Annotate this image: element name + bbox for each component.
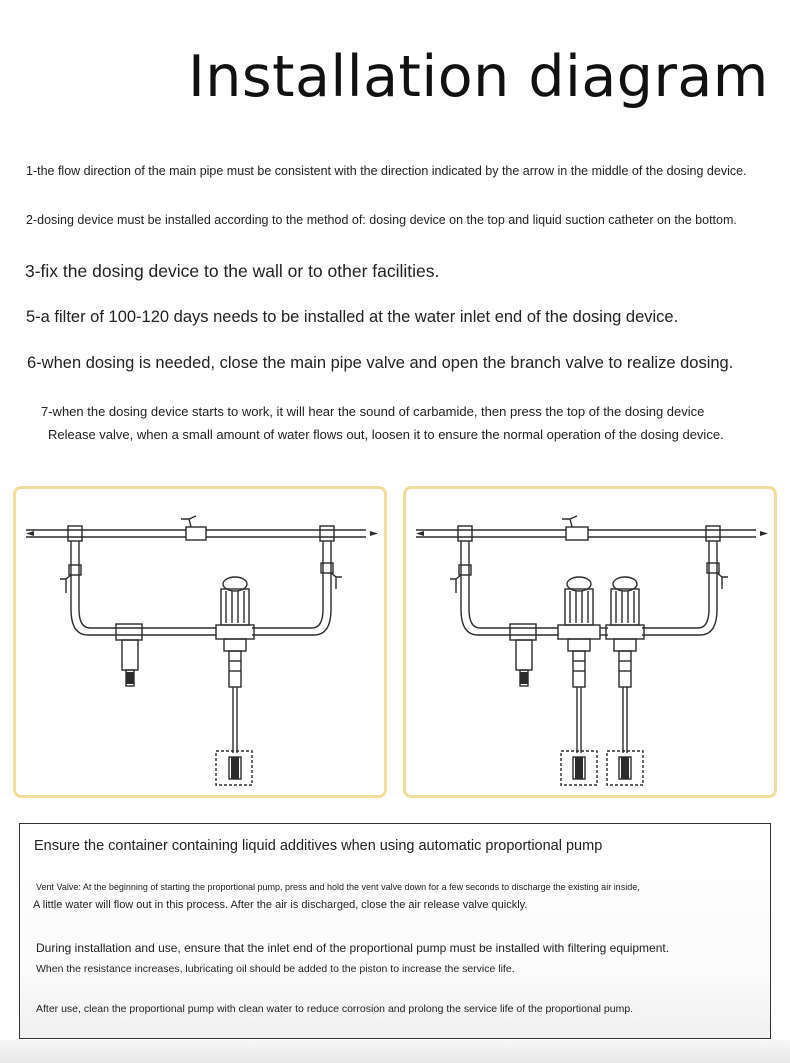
single-doser-schematic [16, 489, 384, 795]
step-6: 6-when dosing is needed, close the main pipe valve and open the branch valve to realize dosing. [27, 354, 734, 372]
step-3: 3-fix the dosing device to the wall or to other facilities. [25, 261, 440, 281]
step-1: 1-the flow direction of the main pipe must be consistent with the direction indicated by the arrow in the middle of the dosing device. [26, 164, 747, 178]
diagram-single-doser [13, 486, 387, 798]
step-7: 7-when the dosing device starts to work, it will hear the sound of carbamide, then press the top of the dosing device [41, 404, 705, 419]
step-2: 2-dosing device must be installed according to the method of: dosing device on the top and liquid suction catheter on the bottom. [26, 213, 737, 227]
lubrication-note: When the resistance increases, lubricating oil should be added to the piston to increase the service life. [36, 963, 515, 975]
step-7-continued: Release valve, when a small amount of water flows out, loosen it to ensure the normal operation of the dosing device. [48, 427, 724, 442]
bottom-shade [0, 1040, 790, 1063]
filter-note: During installation and use, ensure that the inlet end of the proportional pump must be installed with filtering equipment. [36, 941, 670, 955]
page-title: Installation diagram [188, 44, 769, 110]
step-5: 5-a filter of 100-120 days needs to be installed at the water inlet end of the dosing device. [26, 308, 679, 326]
usage-notes-box [19, 823, 771, 1039]
notes-heading: Ensure the container containing liquid additives when using automatic proportional pump [34, 838, 603, 854]
vent-valve-note: Vent Valve: At the beginning of starting the proportional pump, press and hold the vent valve down for a few seconds to discharge the existing air inside, [36, 882, 640, 892]
double-doser-schematic [406, 489, 774, 795]
diagram-double-doser [403, 486, 777, 798]
cleaning-note: After use, clean the proportional pump with clean water to reduce corrosion and prolong the service life of the proportional pump. [36, 1003, 634, 1015]
vent-valve-note-continued: A little water will flow out in this process. After the air is discharged, close the air release valve quickly. [33, 899, 528, 911]
